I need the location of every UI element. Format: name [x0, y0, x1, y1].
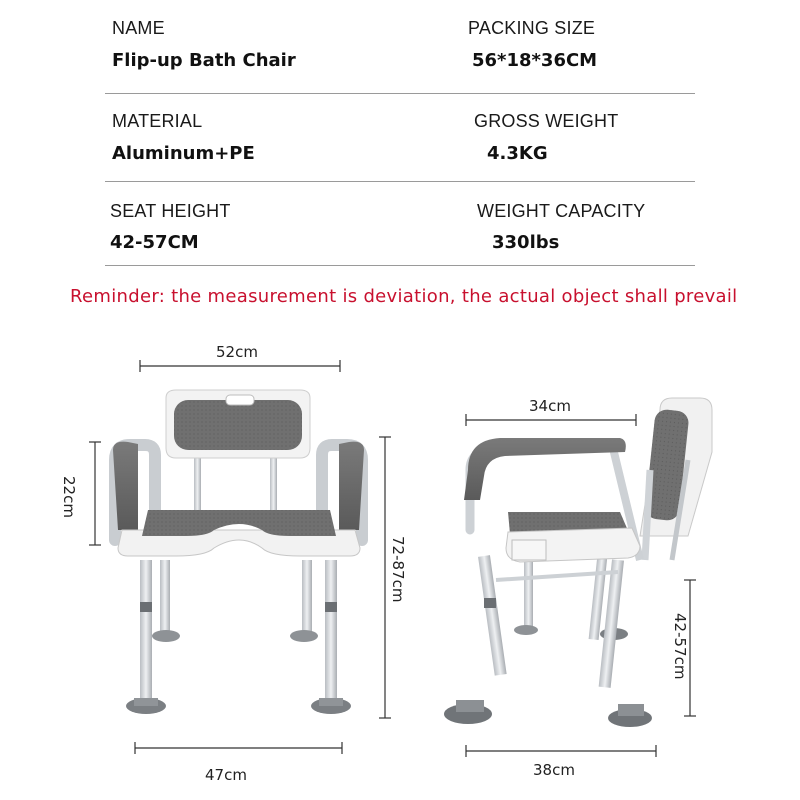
side-depth-bottom-label: 38cm	[533, 761, 575, 779]
weight-capacity-label: WEIGHT CAPACITY	[477, 201, 646, 221]
material-label: MATERIAL	[112, 111, 203, 131]
name-value: Flip-up Bath Chair	[112, 50, 296, 71]
side-seat-height-label: 42-57cm	[671, 613, 689, 680]
gross-weight-label: GROSS WEIGHT	[474, 111, 619, 131]
front-view-chair	[89, 360, 391, 754]
material-value: Aluminum+PE	[112, 143, 255, 164]
front-arm-height-label: 22cm	[60, 476, 78, 518]
packing-size-value: 56*18*36CM	[472, 50, 598, 71]
front-width-top-label: 52cm	[216, 343, 258, 361]
name-label: NAME	[112, 18, 165, 38]
packing-size-label: PACKING SIZE	[468, 18, 596, 38]
seat-height-label: SEAT HEIGHT	[110, 201, 231, 221]
front-width-bottom-label: 47cm	[205, 766, 247, 784]
front-total-height-label: 72-87cm	[389, 536, 407, 603]
weight-capacity-value: 330lbs	[492, 232, 560, 253]
side-depth-top-label: 34cm	[529, 397, 571, 415]
seat-height-value: 42-57CM	[110, 232, 199, 253]
reminder-text: Reminder: the measurement is deviation, the actual object shall prevail	[70, 286, 738, 307]
side-view-chair	[444, 398, 712, 757]
gross-weight-value: 4.3KG	[487, 143, 548, 164]
